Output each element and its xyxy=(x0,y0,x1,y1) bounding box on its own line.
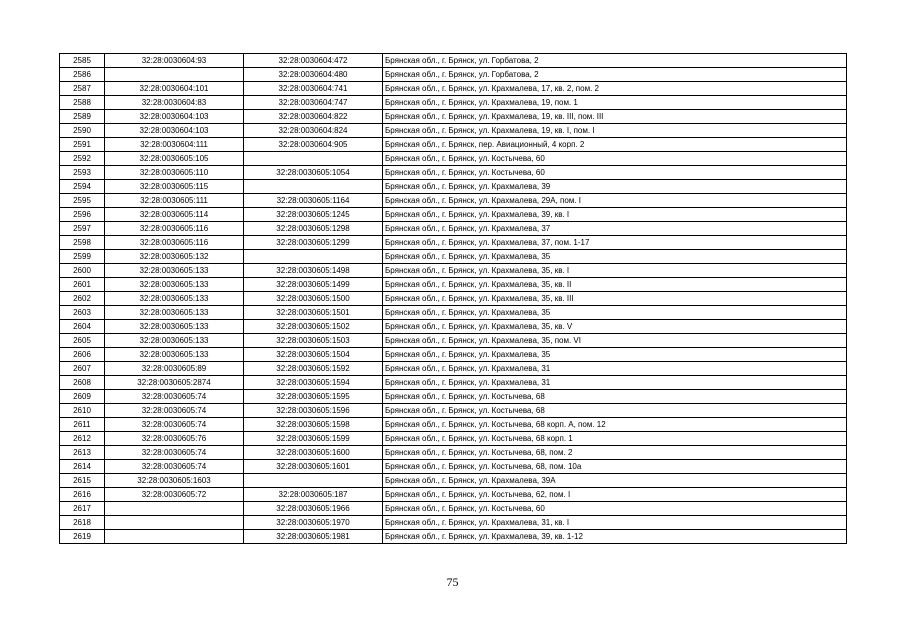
table-row xyxy=(60,502,847,516)
row-number-cell: 2616 xyxy=(60,488,105,502)
cadastral-number-cell: 32:28:0030605:1500 xyxy=(244,292,383,306)
table-row xyxy=(60,236,847,250)
table-row xyxy=(60,292,847,306)
address-cell: Брянская обл., г. Брянск, ул. Крахмалева, 31 xyxy=(383,362,847,376)
row-number-cell: 2591 xyxy=(60,138,105,152)
table-row xyxy=(60,418,847,432)
table-row xyxy=(60,446,847,460)
address-cell: Брянская обл., г. Брянск, ул. Горбатова, 2 xyxy=(383,54,847,68)
address-cell: Брянская обл., г. Брянск, ул. Крахмалева, 19, кв. III, пом. III xyxy=(383,110,847,124)
address-cell: Брянская обл., г. Брянск, ул. Крахмалева, 39 xyxy=(383,180,847,194)
parent-cadastral-number-cell: 32:28:0030605:133 xyxy=(105,306,244,320)
cadastral-number-cell: 32:28:0030604:741 xyxy=(244,82,383,96)
parent-cadastral-number-cell: 32:28:0030605:89 xyxy=(105,362,244,376)
cadastral-number-cell: 32:28:0030605:1594 xyxy=(244,376,383,390)
address-cell: Брянская обл., г. Брянск, ул. Крахмалева, 35, кв. III xyxy=(383,292,847,306)
row-number-cell: 2586 xyxy=(60,68,105,82)
address-cell: Брянская обл., г. Брянск, ул. Крахмалева, 39, кв. I xyxy=(383,208,847,222)
parent-cadastral-number-cell: 32:28:0030605:116 xyxy=(105,222,244,236)
row-number-cell: 2612 xyxy=(60,432,105,446)
address-cell: Брянская обл., г. Брянск, ул. Крахмалева, 17, кв. 2, пом. 2 xyxy=(383,82,847,96)
parent-cadastral-number-cell: 32:28:0030605:132 xyxy=(105,250,244,264)
cadastral-number-cell: 32:28:0030604:822 xyxy=(244,110,383,124)
cadastral-number-cell: 32:28:0030605:1503 xyxy=(244,334,383,348)
row-number-cell: 2607 xyxy=(60,362,105,376)
parent-cadastral-number-cell: 32:28:0030605:1603 xyxy=(105,474,244,488)
cadastral-number-cell: 32:28:0030605:1981 xyxy=(244,530,383,544)
parent-cadastral-number-cell: 32:28:0030604:93 xyxy=(105,54,244,68)
cadastral-number-cell: 32:28:0030605:1054 xyxy=(244,166,383,180)
parent-cadastral-number-cell: 32:28:0030604:111 xyxy=(105,138,244,152)
row-number-cell: 2588 xyxy=(60,96,105,110)
cadastral-number-cell: 32:28:0030604:747 xyxy=(244,96,383,110)
address-cell: Брянская обл., г. Брянск, ул. Костычева, 60 xyxy=(383,502,847,516)
registry-table xyxy=(59,53,847,544)
cadastral-number-cell: 32:28:0030605:1499 xyxy=(244,278,383,292)
table-row xyxy=(60,348,847,362)
cadastral-number-cell: 32:28:0030605:1501 xyxy=(244,306,383,320)
cadastral-number-cell: 32:28:0030605:1600 xyxy=(244,446,383,460)
table-row xyxy=(60,110,847,124)
table-row xyxy=(60,138,847,152)
table-row xyxy=(60,54,847,68)
table-row xyxy=(60,432,847,446)
parent-cadastral-number-cell: 32:28:0030605:74 xyxy=(105,390,244,404)
row-number-cell: 2608 xyxy=(60,376,105,390)
address-cell: Брянская обл., г. Брянск, ул. Горбатова, 2 xyxy=(383,68,847,82)
address-cell: Брянская обл., г. Брянск, ул. Костычева, 68 корп. 1 xyxy=(383,432,847,446)
parent-cadastral-number-cell: 32:28:0030605:110 xyxy=(105,166,244,180)
table-row xyxy=(60,376,847,390)
table-row xyxy=(60,362,847,376)
table-row xyxy=(60,68,847,82)
cadastral-number-cell: 32:28:0030605:1596 xyxy=(244,404,383,418)
cadastral-number-cell: 32:28:0030605:1592 xyxy=(244,362,383,376)
row-number-cell: 2596 xyxy=(60,208,105,222)
parent-cadastral-number-cell: 32:28:0030605:76 xyxy=(105,432,244,446)
table-row xyxy=(60,96,847,110)
cadastral-number-cell: 32:28:0030605:1164 xyxy=(244,194,383,208)
address-cell: Брянская обл., г. Брянск, ул. Крахмалева, 31 xyxy=(383,376,847,390)
address-cell: Брянская обл., г. Брянск, ул. Крахмалева, 39, кв. 1-12 xyxy=(383,530,847,544)
address-cell: Брянская обл., г. Брянск, ул. Костычева, 60 xyxy=(383,152,847,166)
parent-cadastral-number-cell: 32:28:0030605:133 xyxy=(105,348,244,362)
address-cell: Брянская обл., г. Брянск, пер. Авиационный, 4 корп. 2 xyxy=(383,138,847,152)
row-number-cell: 2602 xyxy=(60,292,105,306)
parent-cadastral-number-cell xyxy=(105,502,244,516)
registry-table-body xyxy=(60,54,847,544)
row-number-cell: 2609 xyxy=(60,390,105,404)
parent-cadastral-number-cell xyxy=(105,516,244,530)
row-number-cell: 2598 xyxy=(60,236,105,250)
cadastral-number-cell: 32:28:0030605:1298 xyxy=(244,222,383,236)
parent-cadastral-number-cell: 32:28:0030605:133 xyxy=(105,292,244,306)
table-row xyxy=(60,460,847,474)
row-number-cell: 2599 xyxy=(60,250,105,264)
address-cell: Брянская обл., г. Брянск, ул. Крахмалева, 39А xyxy=(383,474,847,488)
row-number-cell: 2590 xyxy=(60,124,105,138)
table-row xyxy=(60,320,847,334)
parent-cadastral-number-cell: 32:28:0030604:83 xyxy=(105,96,244,110)
table-row xyxy=(60,180,847,194)
page-number: 75 xyxy=(446,575,459,589)
cadastral-number-cell xyxy=(244,250,383,264)
table-row xyxy=(60,404,847,418)
table-row xyxy=(60,530,847,544)
parent-cadastral-number-cell: 32:28:0030605:133 xyxy=(105,278,244,292)
address-cell: Брянская обл., г. Брянск, ул. Костычева, 60 xyxy=(383,166,847,180)
cadastral-number-cell: 32:28:0030605:1601 xyxy=(244,460,383,474)
address-cell: Брянская обл., г. Брянск, ул. Крахмалева, 35 xyxy=(383,250,847,264)
row-number-cell: 2615 xyxy=(60,474,105,488)
parent-cadastral-number-cell xyxy=(105,68,244,82)
table-row xyxy=(60,516,847,530)
row-number-cell: 2597 xyxy=(60,222,105,236)
row-number-cell: 2600 xyxy=(60,264,105,278)
row-number-cell: 2592 xyxy=(60,152,105,166)
table-row xyxy=(60,222,847,236)
parent-cadastral-number-cell: 32:28:0030605:74 xyxy=(105,446,244,460)
row-number-cell: 2594 xyxy=(60,180,105,194)
table-row xyxy=(60,390,847,404)
address-cell: Брянская обл., г. Брянск, ул. Крахмалева, 37 xyxy=(383,222,847,236)
parent-cadastral-number-cell: 32:28:0030605:74 xyxy=(105,460,244,474)
cadastral-number-cell: 32:28:0030605:1498 xyxy=(244,264,383,278)
row-number-cell: 2614 xyxy=(60,460,105,474)
cadastral-number-cell: 32:28:0030604:824 xyxy=(244,124,383,138)
parent-cadastral-number-cell: 32:28:0030604:103 xyxy=(105,124,244,138)
parent-cadastral-number-cell: 32:28:0030605:114 xyxy=(105,208,244,222)
table-row xyxy=(60,82,847,96)
row-number-cell: 2611 xyxy=(60,418,105,432)
row-number-cell: 2601 xyxy=(60,278,105,292)
cadastral-number-cell: 32:28:0030604:480 xyxy=(244,68,383,82)
parent-cadastral-number-cell: 32:28:0030605:133 xyxy=(105,334,244,348)
parent-cadastral-number-cell: 32:28:0030605:133 xyxy=(105,264,244,278)
cadastral-number-cell xyxy=(244,180,383,194)
address-cell: Брянская обл., г. Брянск, ул. Крахмалева, 35 xyxy=(383,348,847,362)
address-cell: Брянская обл., г. Брянск, ул. Костычева, 68 xyxy=(383,390,847,404)
address-cell: Брянская обл., г. Брянск, ул. Крахмалева, 29А, пом. I xyxy=(383,194,847,208)
row-number-cell: 2589 xyxy=(60,110,105,124)
table-row xyxy=(60,208,847,222)
parent-cadastral-number-cell: 32:28:0030605:74 xyxy=(105,404,244,418)
address-cell: Брянская обл., г. Брянск, ул. Крахмалева, 19, пом. 1 xyxy=(383,96,847,110)
row-number-cell: 2585 xyxy=(60,54,105,68)
address-cell: Брянская обл., г. Брянск, ул. Крахмалева, 35, пом. VI xyxy=(383,334,847,348)
row-number-cell: 2606 xyxy=(60,348,105,362)
row-number-cell: 2587 xyxy=(60,82,105,96)
table-row xyxy=(60,194,847,208)
cadastral-number-cell: 32:28:0030604:472 xyxy=(244,54,383,68)
row-number-cell: 2618 xyxy=(60,516,105,530)
parent-cadastral-number-cell: 32:28:0030605:2874 xyxy=(105,376,244,390)
address-cell: Брянская обл., г. Брянск, ул. Костычева, 68, пом. 2 xyxy=(383,446,847,460)
parent-cadastral-number-cell: 32:28:0030604:101 xyxy=(105,82,244,96)
parent-cadastral-number-cell: 32:28:0030605:111 xyxy=(105,194,244,208)
parent-cadastral-number-cell: 32:28:0030605:115 xyxy=(105,180,244,194)
table-row xyxy=(60,264,847,278)
row-number-cell: 2604 xyxy=(60,320,105,334)
table-row xyxy=(60,250,847,264)
parent-cadastral-number-cell: 32:28:0030605:105 xyxy=(105,152,244,166)
cadastral-number-cell xyxy=(244,152,383,166)
cadastral-number-cell: 32:28:0030605:187 xyxy=(244,488,383,502)
address-cell: Брянская обл., г. Брянск, ул. Крахмалева, 35 xyxy=(383,306,847,320)
address-cell: Брянская обл., г. Брянск, ул. Крахмалева, 19, кв. I, пом. I xyxy=(383,124,847,138)
table-row xyxy=(60,488,847,502)
table-row xyxy=(60,152,847,166)
row-number-cell: 2610 xyxy=(60,404,105,418)
table-row xyxy=(60,124,847,138)
parent-cadastral-number-cell: 32:28:0030605:116 xyxy=(105,236,244,250)
cadastral-number-cell: 32:28:0030605:1245 xyxy=(244,208,383,222)
table-row xyxy=(60,306,847,320)
cadastral-number-cell: 32:28:0030605:1595 xyxy=(244,390,383,404)
table-row xyxy=(60,278,847,292)
cadastral-number-cell xyxy=(244,474,383,488)
cadastral-number-cell: 32:28:0030605:1299 xyxy=(244,236,383,250)
parent-cadastral-number-cell: 32:28:0030605:72 xyxy=(105,488,244,502)
parent-cadastral-number-cell xyxy=(105,530,244,544)
table-row xyxy=(60,474,847,488)
row-number-cell: 2595 xyxy=(60,194,105,208)
row-number-cell: 2613 xyxy=(60,446,105,460)
parent-cadastral-number-cell: 32:28:0030605:74 xyxy=(105,418,244,432)
address-cell: Брянская обл., г. Брянск, ул. Крахмалева, 37, пом. 1-17 xyxy=(383,236,847,250)
cadastral-number-cell: 32:28:0030605:1599 xyxy=(244,432,383,446)
cadastral-number-cell: 32:28:0030604:905 xyxy=(244,138,383,152)
cadastral-number-cell: 32:28:0030605:1598 xyxy=(244,418,383,432)
row-number-cell: 2619 xyxy=(60,530,105,544)
row-number-cell: 2617 xyxy=(60,502,105,516)
table-row xyxy=(60,166,847,180)
cadastral-number-cell: 32:28:0030605:1966 xyxy=(244,502,383,516)
address-cell: Брянская обл., г. Брянск, ул. Крахмалева, 31, кв. I xyxy=(383,516,847,530)
table-row xyxy=(60,334,847,348)
parent-cadastral-number-cell: 32:28:0030604:103 xyxy=(105,110,244,124)
address-cell: Брянская обл., г. Брянск, ул. Костычева, 68 xyxy=(383,404,847,418)
row-number-cell: 2603 xyxy=(60,306,105,320)
address-cell: Брянская обл., г. Брянск, ул. Крахмалева, 35, кв. V xyxy=(383,320,847,334)
cadastral-number-cell: 32:28:0030605:1504 xyxy=(244,348,383,362)
row-number-cell: 2593 xyxy=(60,166,105,180)
cadastral-number-cell: 32:28:0030605:1970 xyxy=(244,516,383,530)
address-cell: Брянская обл., г. Брянск, ул. Костычева, 68, пом. 10а xyxy=(383,460,847,474)
address-cell: Брянская обл., г. Брянск, ул. Костычева, 62, пом. I xyxy=(383,488,847,502)
address-cell: Брянская обл., г. Брянск, ул. Крахмалева, 35, кв. II xyxy=(383,278,847,292)
parent-cadastral-number-cell: 32:28:0030605:133 xyxy=(105,320,244,334)
cadastral-number-cell: 32:28:0030605:1502 xyxy=(244,320,383,334)
row-number-cell: 2605 xyxy=(60,334,105,348)
address-cell: Брянская обл., г. Брянск, ул. Крахмалева, 35, кв. I xyxy=(383,264,847,278)
address-cell: Брянская обл., г. Брянск, ул. Костычева, 68 корп. А, пом. 12 xyxy=(383,418,847,432)
